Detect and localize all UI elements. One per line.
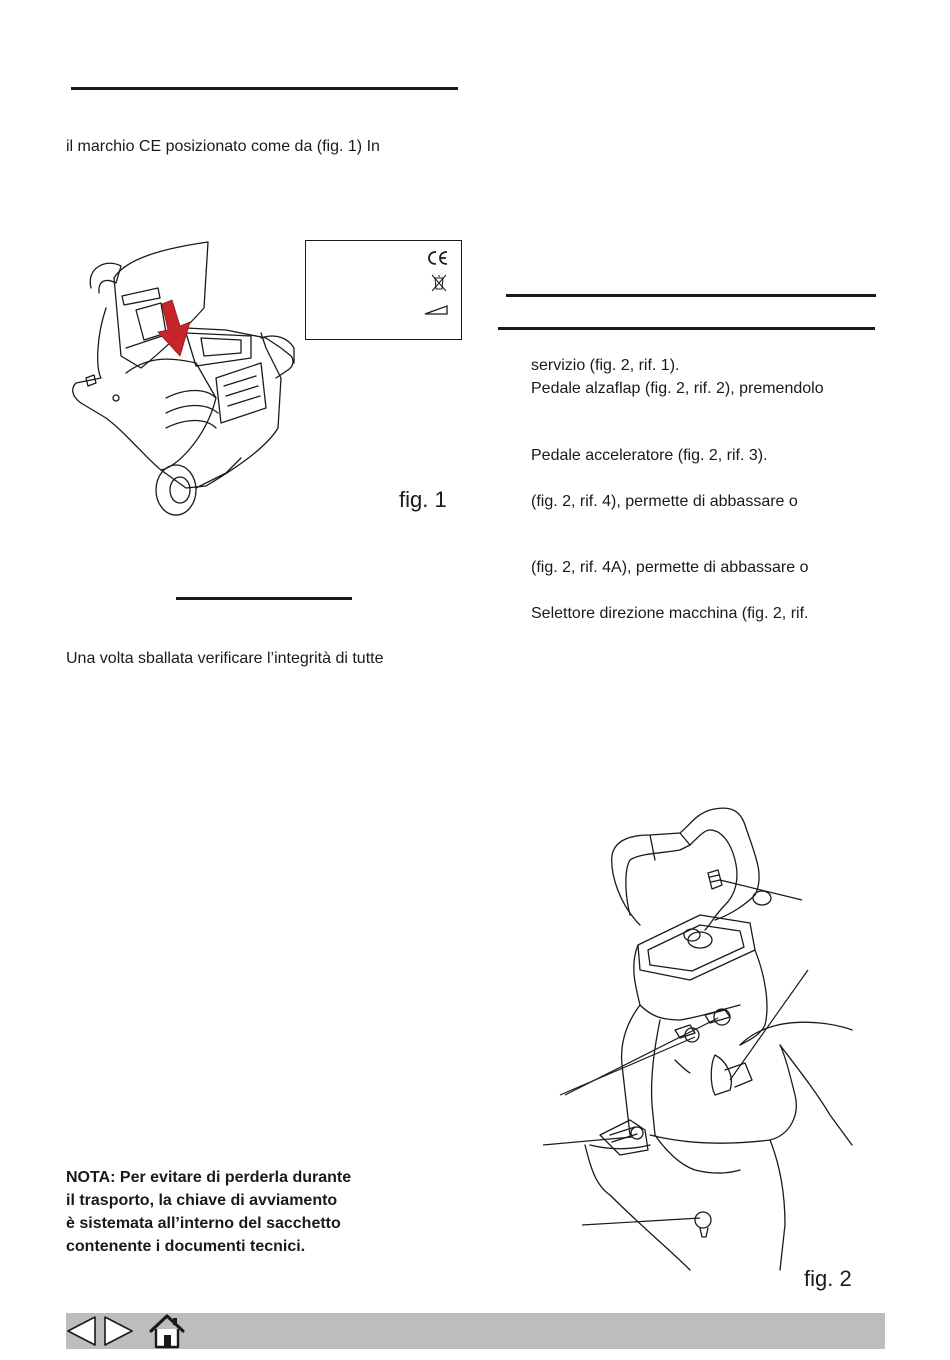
accelerator-pedal-line: Pedale acceleratore (fig. 2, rif. 3). bbox=[531, 447, 768, 464]
note-line-4: contenente i documenti tecnici. bbox=[66, 1238, 306, 1255]
note-line-1: NOTA: Per evitare di perderla durante bbox=[66, 1169, 352, 1186]
ce-data-plate bbox=[305, 240, 462, 340]
ce-mark-icon bbox=[427, 250, 449, 266]
service-line: servizio (fig. 2, rif. 1). bbox=[531, 357, 680, 374]
crossed-bin-icon bbox=[430, 273, 448, 293]
unpack-text: Una volta sballata verificare l’integrità di tutte bbox=[66, 650, 384, 667]
section-rule-top-left bbox=[71, 87, 458, 90]
section-rule-mid-left bbox=[176, 597, 352, 600]
previous-page-icon[interactable] bbox=[66, 1315, 98, 1347]
slope-icon bbox=[423, 304, 449, 316]
section-rule-right-2 bbox=[498, 327, 875, 330]
fig1-machine-illustration bbox=[66, 238, 302, 520]
home-icon[interactable] bbox=[148, 1313, 186, 1349]
fig1-label: fig. 1 bbox=[399, 487, 447, 512]
next-page-icon[interactable] bbox=[102, 1315, 134, 1347]
red-arrow-icon bbox=[158, 300, 190, 356]
flap-pedal-line: Pedale alzaflap (fig. 2, rif. 2), premendolo bbox=[531, 380, 824, 397]
intro-text: il marchio CE posizionato come da (fig. 1) In bbox=[66, 138, 380, 155]
note-line-3: è sistemata all’interno del sacchetto bbox=[66, 1215, 341, 1232]
note-line-2: il trasporto, la chiave di avviamento bbox=[66, 1192, 338, 1209]
ref4a-line: (fig. 2, rif. 4A), permette di abbassare o bbox=[531, 559, 809, 576]
ref4-line: (fig. 2, rif. 4), permette di abbassare o bbox=[531, 493, 798, 510]
footer-nav-bar bbox=[66, 1313, 885, 1349]
section-rule-right-1 bbox=[506, 294, 876, 297]
direction-selector-line: Selettore direzione macchina (fig. 2, rif. bbox=[531, 605, 809, 622]
fig2-label: fig. 2 bbox=[804, 1266, 852, 1291]
fig2-machine-illustration bbox=[540, 805, 855, 1275]
